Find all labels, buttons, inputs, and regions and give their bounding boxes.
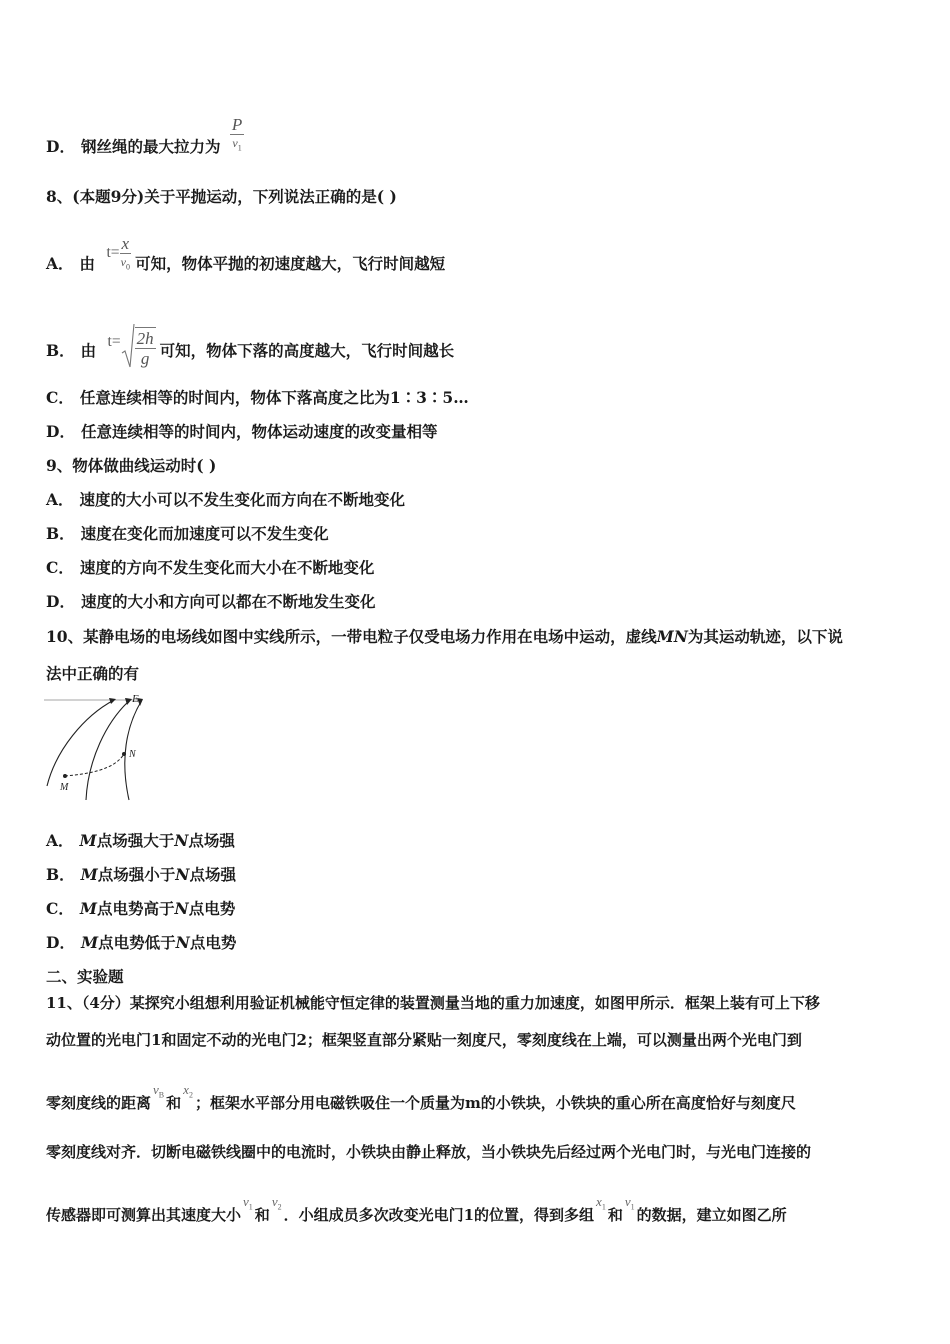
option-label: B． bbox=[46, 341, 75, 360]
q9-option-b: B． 速度在变化而加速度可以不发生变化 bbox=[46, 524, 329, 543]
q10-option-d: D． M点电势低于N点电势 bbox=[46, 933, 237, 952]
q8-stem: 8、(本题9分)关于平抛运动，下列说法正确的是( ) bbox=[46, 187, 397, 206]
q9-option-c: C． 速度的方向不发生变化而大小在不断地变化 bbox=[46, 558, 375, 577]
formula-lhs: t= bbox=[107, 333, 121, 350]
q10-option-c: C． M点电势高于N点电势 bbox=[46, 899, 236, 918]
option-label: A． bbox=[46, 254, 74, 274]
fig-label-m: M bbox=[60, 782, 69, 793]
q8-option-c: C． 任意连续相等的时间内，物体下落高度之比为1∶3∶5… bbox=[46, 388, 469, 407]
symbol-vb: $v_B$ bbox=[153, 1082, 165, 1100]
q11-line3: 零刻度线的距离$v_B$ 和$x_2$ ；框架水平部分用电磁铁吸住一个质量为m的小铁块，小铁块的重心所在高度恰好与刻度尺 bbox=[46, 1082, 796, 1112]
q11-line4: 零刻度线对齐．切断电磁铁线圈中的电流时，小铁块由静止释放，当小铁块先后经过两个光电门时，与光电门连接的 bbox=[46, 1143, 812, 1161]
q11-line2: 动位置的光电门1和固定不动的光电门2；框架竖直部分紧贴一刻度尺，零刻度线在上端，可以测量出两个光电门到 bbox=[46, 1031, 802, 1049]
option-text: 钢丝绳的最大拉力为 bbox=[80, 137, 221, 157]
sqrt-sign-icon bbox=[121, 323, 135, 369]
q7-option-d bbox=[46, 115, 248, 168]
q9-stem: 9、物体做曲线运动时( ) bbox=[46, 456, 217, 475]
q9-option-a: A． 速度的大小可以不发生变化而方向在不断地变化 bbox=[46, 490, 406, 509]
q11-line1: 11、（4分）某探究小组想利用验证机械能守恒定律的装置测量当地的重力加速度，如图甲所示．框架上装有可上下移 bbox=[46, 994, 820, 1012]
option-label: D． bbox=[46, 137, 75, 157]
formula-fraction: $\frac{x}{v_0}$ bbox=[120, 234, 130, 272]
symbol-v1b: $v_1$ bbox=[624, 1194, 635, 1212]
q8-option-b: B． 由 t= $\frac{2h}{g}$ 可知，物体下落的高度越大，飞行时间越长 bbox=[46, 329, 454, 375]
q10-stem-line1: 10、某静电场的电场线如图中实线所示，一带电粒子仅受电场力作用在电场中运动，虚线MN为其运动轨迹，以下说 bbox=[46, 627, 843, 646]
fig-label-n: N bbox=[129, 749, 136, 760]
q8-option-d: D． 任意连续相等的时间内，物体运动速度的改变量相等 bbox=[46, 422, 438, 441]
formula-lhs: t= bbox=[106, 244, 120, 262]
sqrt-formula: $\frac{2h}{g}$ bbox=[121, 323, 156, 369]
q8-option-a: A． 由 t= $\frac{x}{v_0}$ 可知，物体平抛的初速度越大，飞行时间越短 bbox=[46, 245, 445, 285]
option-label: D． bbox=[46, 422, 75, 441]
q9-option-d: D． 速度的大小和方向可以都在不断地发生变化 bbox=[46, 592, 376, 611]
section-title: 二、实验题 bbox=[46, 967, 124, 986]
formula-fraction: $\frac{P}{v_1}$ bbox=[231, 115, 243, 153]
option-label: C． bbox=[46, 388, 74, 407]
symbol-v1: $v_1$ bbox=[243, 1194, 253, 1212]
electric-field-figure bbox=[44, 690, 154, 804]
q10-option-a: A． M点场强大于N点场强 bbox=[46, 831, 235, 850]
symbol-x2: $x_2$ bbox=[183, 1082, 193, 1100]
symbol-x1: $x_1$ bbox=[596, 1194, 606, 1212]
q10-option-b: B． M点场强小于N点场强 bbox=[46, 865, 236, 884]
q10-stem-line2: 法中正确的有 bbox=[46, 664, 140, 683]
fig-label-e: E bbox=[132, 693, 139, 705]
q11-line5: 传感器即可测算出其速度大小$v_1$ 和$v_2$ ．小组成员多次改变光电门1的位置，得到多组$x_1$ 和$v_1$ 的数据，建立如图乙所 bbox=[46, 1194, 787, 1224]
symbol-v2: $v_2$ bbox=[271, 1194, 282, 1212]
